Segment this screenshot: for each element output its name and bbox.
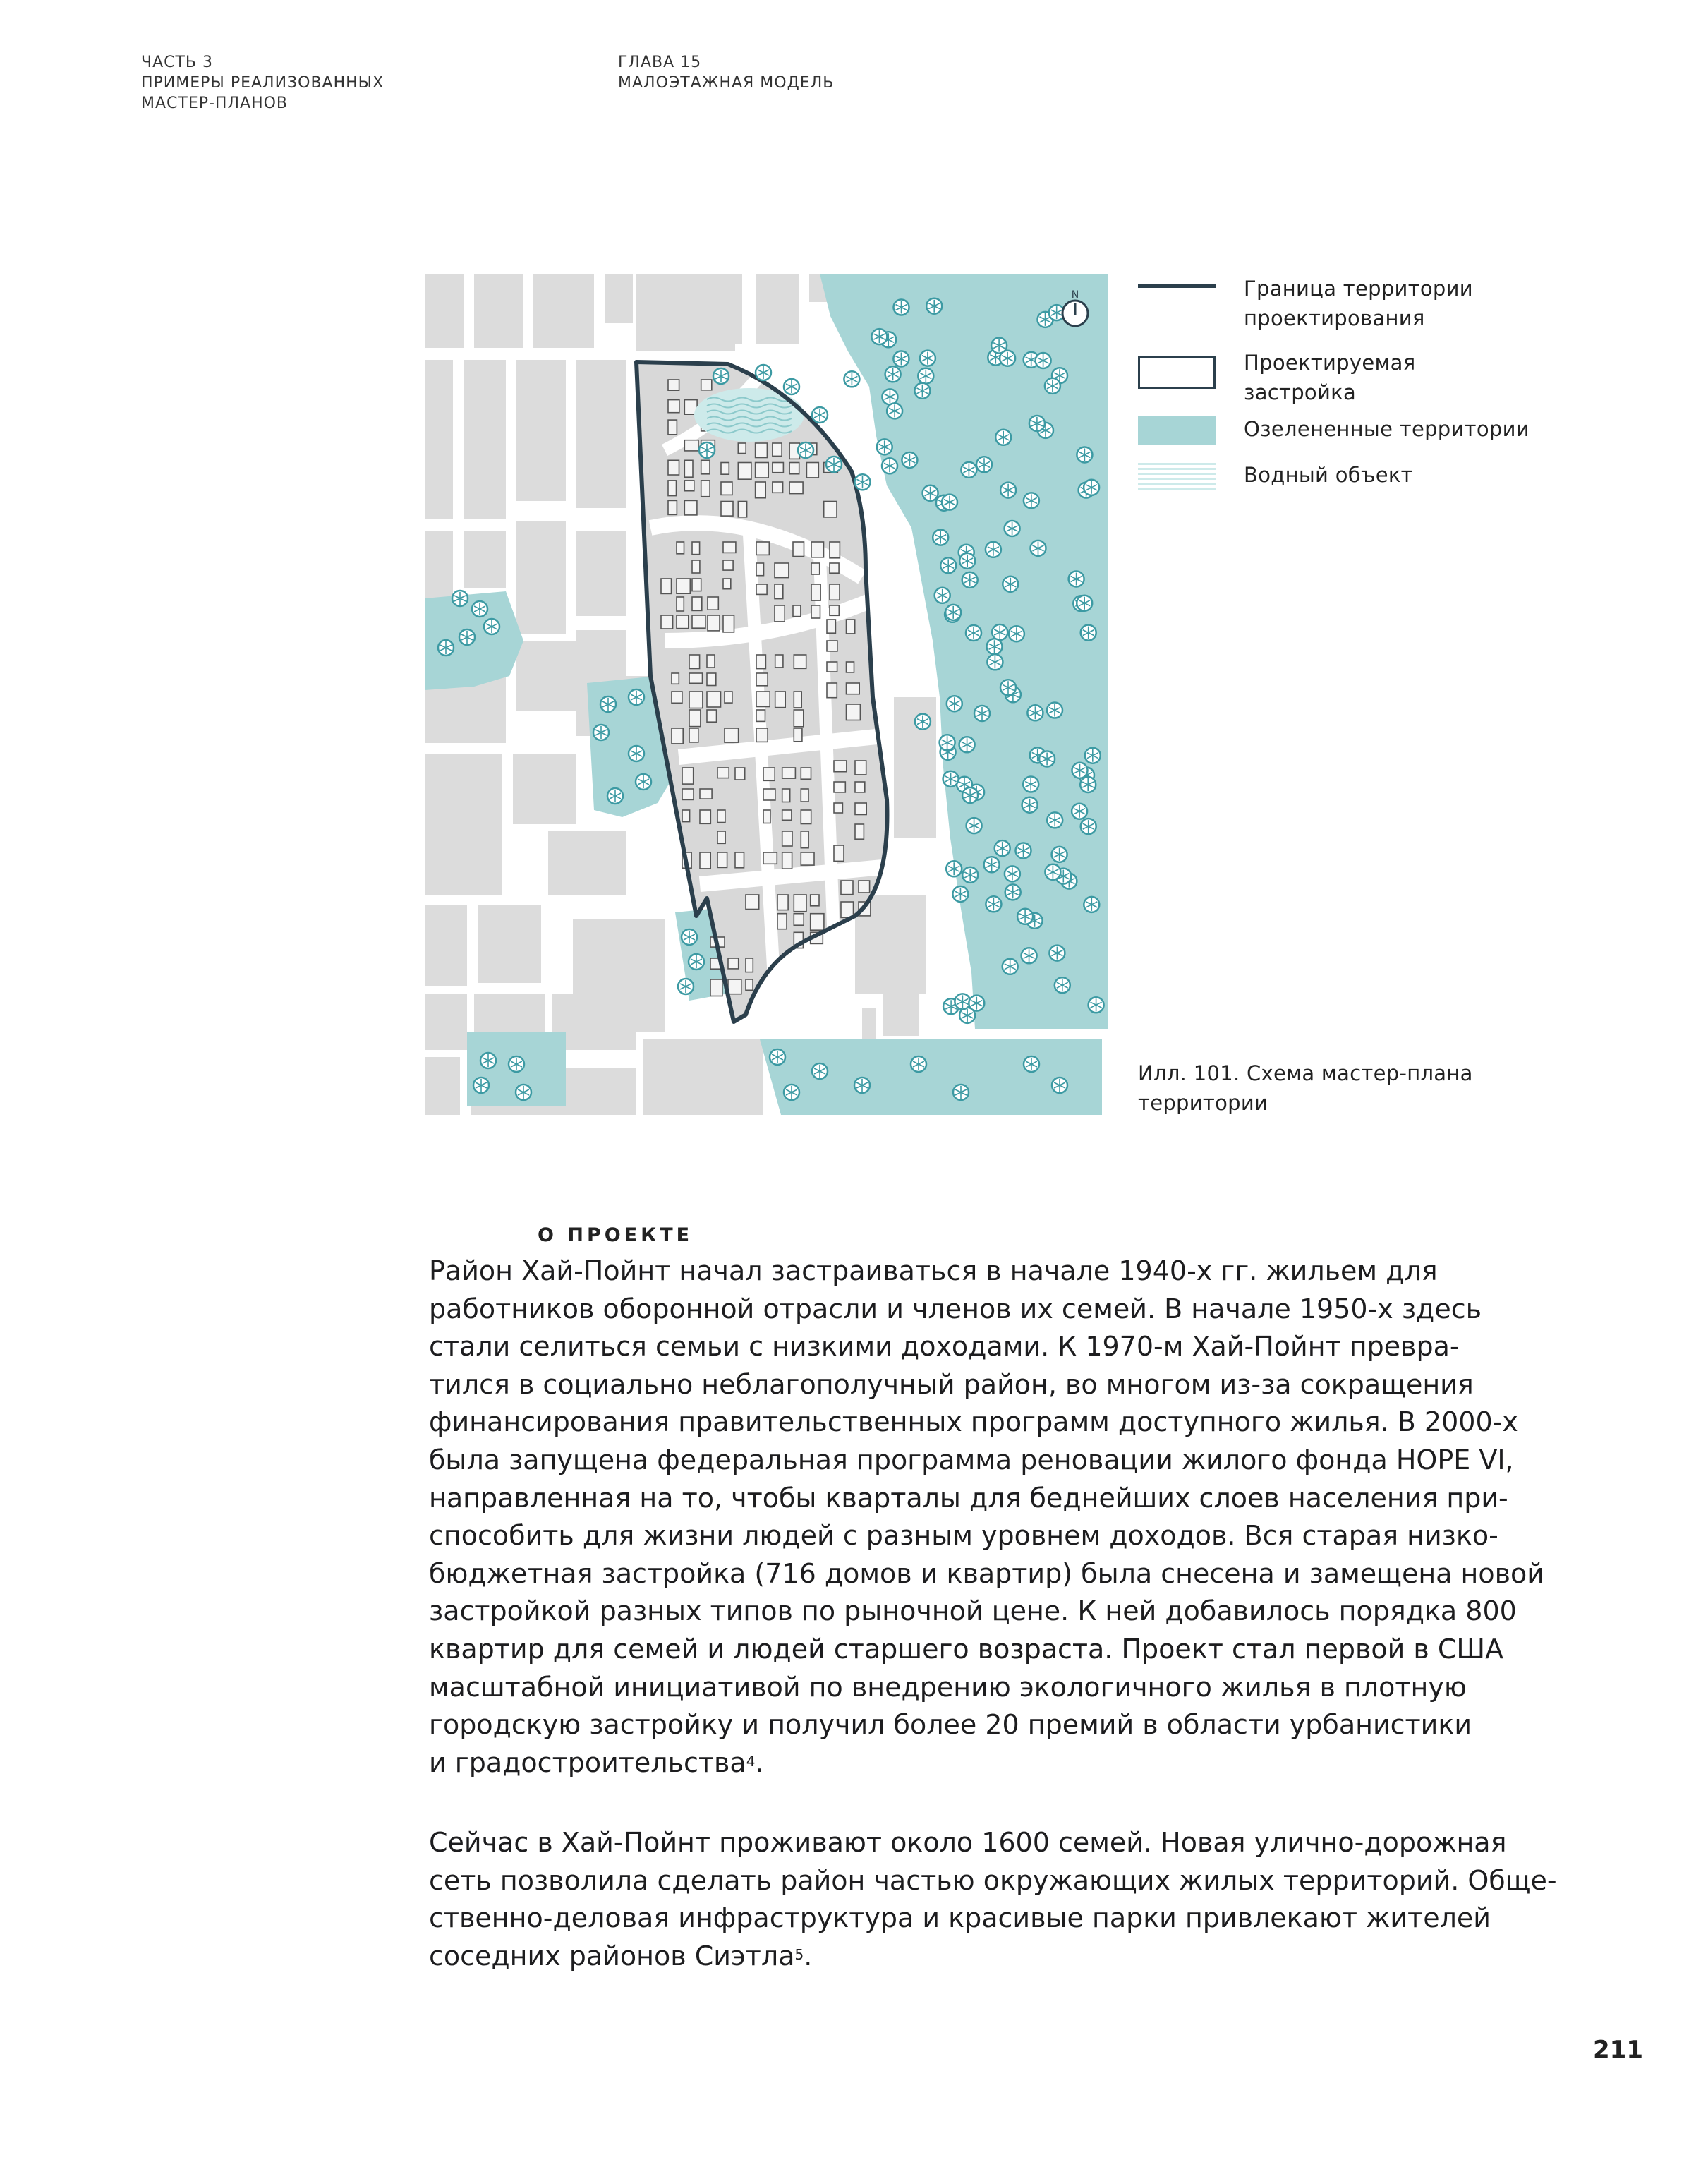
footnote-ref[interactable]: 4 bbox=[746, 1752, 756, 1770]
text-line: застройкой разных типов по рыночной цене. К ней добавилось порядка 800 bbox=[429, 1595, 1517, 1627]
house bbox=[811, 542, 824, 557]
city-block bbox=[576, 531, 626, 616]
house bbox=[756, 443, 768, 458]
house bbox=[847, 683, 860, 694]
city-block bbox=[756, 274, 799, 344]
house bbox=[801, 852, 814, 865]
house bbox=[725, 728, 739, 742]
house bbox=[811, 563, 820, 574]
house bbox=[773, 463, 784, 473]
paragraph-current-state bbox=[429, 1824, 1557, 1975]
house bbox=[834, 845, 844, 861]
text-line: сеть позволила сделать район частью окружающих жилых территорий. Обще- bbox=[429, 1864, 1557, 1896]
house bbox=[859, 881, 870, 893]
house bbox=[763, 768, 775, 780]
house bbox=[677, 579, 690, 593]
house bbox=[708, 597, 718, 610]
house bbox=[847, 662, 854, 672]
house bbox=[707, 673, 716, 686]
city-block bbox=[425, 360, 453, 519]
north-label: N bbox=[1071, 289, 1079, 301]
house bbox=[756, 563, 764, 576]
house bbox=[738, 443, 746, 454]
house bbox=[782, 852, 792, 869]
house bbox=[801, 810, 811, 824]
house bbox=[725, 692, 732, 703]
house bbox=[672, 728, 683, 744]
text-line: работников оборонной отрасли и членов их семей. В начале 1950-х здесь bbox=[429, 1293, 1482, 1324]
house bbox=[763, 810, 770, 823]
house bbox=[756, 710, 765, 721]
building-swatch bbox=[1138, 356, 1216, 389]
house bbox=[855, 761, 866, 775]
text-line: тился в социально неблагополучный район, во многом из-за сокращения bbox=[429, 1368, 1474, 1400]
house bbox=[728, 979, 741, 994]
house bbox=[841, 881, 853, 895]
house bbox=[756, 482, 766, 498]
green-area bbox=[760, 1039, 1102, 1115]
house bbox=[723, 615, 734, 632]
text-line-content: и градостроительства bbox=[429, 1746, 746, 1778]
house bbox=[738, 502, 746, 517]
house bbox=[793, 542, 804, 557]
city-block bbox=[464, 360, 506, 519]
house bbox=[672, 673, 679, 684]
house bbox=[811, 914, 824, 931]
house bbox=[782, 768, 796, 778]
text-line: масштабной инициативой по внедрению экологичного жилья в плотную bbox=[429, 1671, 1467, 1703]
house bbox=[773, 482, 783, 493]
city-block bbox=[516, 641, 580, 711]
header-chapter-line: МАЛОЭТАЖНАЯ МОДЕЛЬ bbox=[618, 74, 835, 92]
house bbox=[689, 728, 698, 742]
house bbox=[794, 692, 801, 708]
house bbox=[756, 542, 769, 555]
house bbox=[746, 958, 753, 972]
legend-label bbox=[1244, 348, 1415, 407]
house bbox=[855, 782, 865, 792]
text-line: стали селиться семьи с низкими доходами. К 1970-м Хай-Пойнт превра- bbox=[429, 1331, 1460, 1363]
house bbox=[827, 662, 837, 672]
caption-line: территории bbox=[1138, 1091, 1268, 1115]
house bbox=[738, 463, 751, 480]
house bbox=[689, 655, 700, 669]
house bbox=[811, 605, 820, 618]
house bbox=[775, 692, 786, 708]
house bbox=[710, 979, 722, 996]
house bbox=[763, 852, 777, 864]
house bbox=[701, 460, 710, 474]
city-block bbox=[548, 831, 626, 895]
house bbox=[728, 958, 739, 969]
house bbox=[682, 810, 690, 822]
house bbox=[756, 728, 768, 742]
house bbox=[707, 692, 721, 707]
house bbox=[746, 979, 753, 990]
footnote-ref[interactable]: 5 bbox=[794, 1945, 804, 1963]
house bbox=[689, 710, 701, 727]
pond-water-body bbox=[694, 388, 804, 442]
text-line: городскую застройку и получил более 20 премий в области урбанистики bbox=[429, 1709, 1472, 1741]
legend-label-line: Проектируемая bbox=[1244, 351, 1416, 375]
house bbox=[756, 655, 765, 669]
house bbox=[830, 563, 839, 573]
city-block bbox=[425, 531, 453, 598]
legend-label-line: Водный объект bbox=[1244, 463, 1413, 487]
city-block bbox=[425, 1057, 460, 1115]
house bbox=[723, 579, 731, 589]
text-line: была запущена федеральная программа реновации жилого фонда HOPE VI, bbox=[429, 1444, 1514, 1475]
city-block bbox=[474, 274, 523, 348]
legend-label-line: застройка bbox=[1244, 380, 1357, 404]
house bbox=[684, 481, 694, 491]
house bbox=[717, 831, 725, 843]
house bbox=[668, 481, 677, 496]
water-swatch bbox=[1138, 463, 1216, 490]
house bbox=[701, 481, 710, 497]
house bbox=[855, 803, 866, 815]
house bbox=[723, 542, 736, 553]
house bbox=[717, 852, 727, 867]
house bbox=[834, 803, 842, 813]
house bbox=[701, 380, 712, 390]
house bbox=[721, 463, 729, 475]
city-block bbox=[425, 274, 464, 348]
city-block bbox=[643, 1039, 763, 1115]
legend-label-line: Озелененные территории bbox=[1244, 417, 1530, 441]
legend-label bbox=[1244, 414, 1530, 444]
house bbox=[672, 692, 682, 703]
house bbox=[830, 584, 840, 600]
house bbox=[756, 584, 767, 594]
house bbox=[775, 563, 789, 578]
house bbox=[794, 655, 806, 668]
text-line: Сейчас в Хай-Пойнт проживают около 1600 семей. Новая улично-дорожная bbox=[429, 1827, 1507, 1858]
house bbox=[721, 502, 733, 517]
house bbox=[834, 782, 845, 792]
caption-line: Илл. 101. Схема мастер-плана bbox=[1138, 1061, 1473, 1085]
house bbox=[801, 831, 808, 848]
house bbox=[782, 789, 790, 802]
house bbox=[855, 824, 864, 839]
house bbox=[811, 895, 819, 906]
house bbox=[661, 579, 672, 593]
house bbox=[692, 560, 700, 573]
sentence-end: . bbox=[755, 1746, 764, 1778]
master-plan-svg bbox=[425, 274, 1108, 1115]
house bbox=[668, 420, 677, 435]
house bbox=[756, 692, 770, 707]
city-block bbox=[464, 531, 506, 588]
house bbox=[684, 460, 693, 477]
text-line: финансирования правительственных программ доступного жилья. В 2000-х bbox=[429, 1406, 1518, 1438]
green-swatch bbox=[1138, 416, 1216, 445]
house bbox=[677, 542, 684, 554]
figure-caption bbox=[1138, 1058, 1473, 1118]
house bbox=[668, 500, 677, 514]
house bbox=[782, 831, 792, 846]
house bbox=[700, 810, 710, 823]
house bbox=[700, 852, 710, 869]
text-line: Район Хай-Пойнт начал застраиваться в начале 1940-х гг. жильем для bbox=[429, 1255, 1438, 1286]
house bbox=[756, 673, 768, 686]
legend-label-line: проектирования bbox=[1244, 306, 1425, 330]
house bbox=[723, 560, 733, 570]
city-block bbox=[636, 274, 735, 351]
city-block bbox=[425, 754, 502, 895]
city-block bbox=[605, 274, 633, 323]
running-header-part bbox=[141, 52, 384, 114]
house bbox=[668, 380, 679, 390]
city-block bbox=[516, 521, 566, 634]
house bbox=[794, 914, 804, 926]
house bbox=[794, 728, 802, 742]
text-line: способить для жизни людей с разным уровнем доходов. Вся старая низко- bbox=[429, 1520, 1498, 1552]
house bbox=[789, 482, 803, 494]
house bbox=[801, 768, 811, 779]
house bbox=[689, 673, 703, 683]
house bbox=[830, 605, 839, 615]
city-block bbox=[883, 979, 919, 1036]
house bbox=[794, 895, 806, 912]
house bbox=[775, 655, 783, 668]
house bbox=[668, 460, 679, 475]
city-block bbox=[513, 754, 576, 824]
house bbox=[682, 789, 694, 799]
house bbox=[707, 655, 715, 668]
house bbox=[827, 683, 837, 698]
house bbox=[700, 789, 712, 799]
house bbox=[682, 768, 694, 784]
house bbox=[661, 615, 673, 629]
city-block bbox=[516, 360, 566, 501]
city-block bbox=[425, 905, 467, 986]
house bbox=[735, 768, 745, 780]
house bbox=[782, 810, 792, 820]
house bbox=[692, 579, 701, 591]
house bbox=[789, 463, 799, 474]
house bbox=[677, 597, 684, 611]
house bbox=[684, 500, 697, 515]
text-line: бюджетная застройка (716 домов и квартир) была снесена и замещена новой bbox=[429, 1557, 1544, 1589]
text-line-content: соседних районов Сиэтла bbox=[429, 1940, 795, 1972]
house bbox=[830, 542, 840, 558]
house bbox=[692, 615, 705, 628]
text-line: квартир для семей и людей старшего возраста. Проект стал первой в США bbox=[429, 1633, 1504, 1665]
house bbox=[717, 768, 729, 778]
house bbox=[827, 620, 835, 633]
house bbox=[708, 615, 720, 631]
house bbox=[668, 400, 679, 413]
house bbox=[707, 710, 717, 722]
house bbox=[721, 482, 732, 495]
sentence-end: . bbox=[804, 1940, 813, 1972]
house bbox=[692, 597, 702, 610]
page-number: 211 bbox=[1593, 2036, 1643, 2064]
house bbox=[746, 895, 759, 910]
house bbox=[801, 789, 808, 802]
house bbox=[684, 440, 698, 451]
city-block bbox=[425, 994, 467, 1050]
header-chapter-line: ГЛАВА 15 bbox=[618, 54, 702, 71]
house bbox=[775, 605, 785, 622]
house bbox=[806, 463, 818, 478]
legend-label bbox=[1244, 460, 1413, 490]
house bbox=[793, 605, 801, 617]
running-header-chapter bbox=[618, 52, 834, 93]
house bbox=[717, 810, 725, 823]
house bbox=[834, 761, 847, 772]
header-part-line: ПРИМЕРЫ РЕАЛИЗОВАННЫХ bbox=[141, 74, 384, 92]
section-title: О ПРОЕКТЕ bbox=[538, 1224, 694, 1246]
house bbox=[677, 615, 689, 629]
house bbox=[811, 584, 820, 600]
master-plan-map bbox=[425, 274, 1108, 1115]
house bbox=[847, 704, 861, 720]
house bbox=[794, 710, 804, 727]
header-part-line: МАСТЕР-ПЛАНОВ bbox=[141, 95, 289, 112]
house bbox=[777, 895, 788, 910]
house bbox=[692, 542, 700, 555]
house bbox=[827, 641, 837, 651]
house bbox=[735, 852, 744, 868]
city-block bbox=[478, 905, 541, 983]
house bbox=[773, 443, 782, 456]
house bbox=[763, 789, 775, 800]
text-line bbox=[429, 1744, 1544, 1782]
house bbox=[847, 620, 855, 634]
house bbox=[689, 692, 703, 708]
city-block bbox=[576, 360, 626, 508]
text-line: ственно-деловая инфраструктура и красивые парки привлекают жителей bbox=[429, 1902, 1491, 1934]
house bbox=[824, 502, 837, 517]
boundary-swatch bbox=[1138, 284, 1216, 288]
city-block bbox=[533, 274, 594, 348]
house bbox=[777, 914, 787, 929]
paragraph-about-project bbox=[429, 1252, 1544, 1782]
legend-label-line: Граница территории bbox=[1244, 277, 1473, 301]
text-line bbox=[429, 1938, 1557, 1976]
house bbox=[756, 463, 769, 478]
legend-label bbox=[1244, 274, 1473, 333]
text-line: направленная на то, чтобы кварталы для беднейших слоев населения при- bbox=[429, 1482, 1508, 1514]
header-part-line: ЧАСТЬ 3 bbox=[141, 54, 214, 71]
house bbox=[775, 584, 783, 599]
house bbox=[841, 902, 854, 917]
